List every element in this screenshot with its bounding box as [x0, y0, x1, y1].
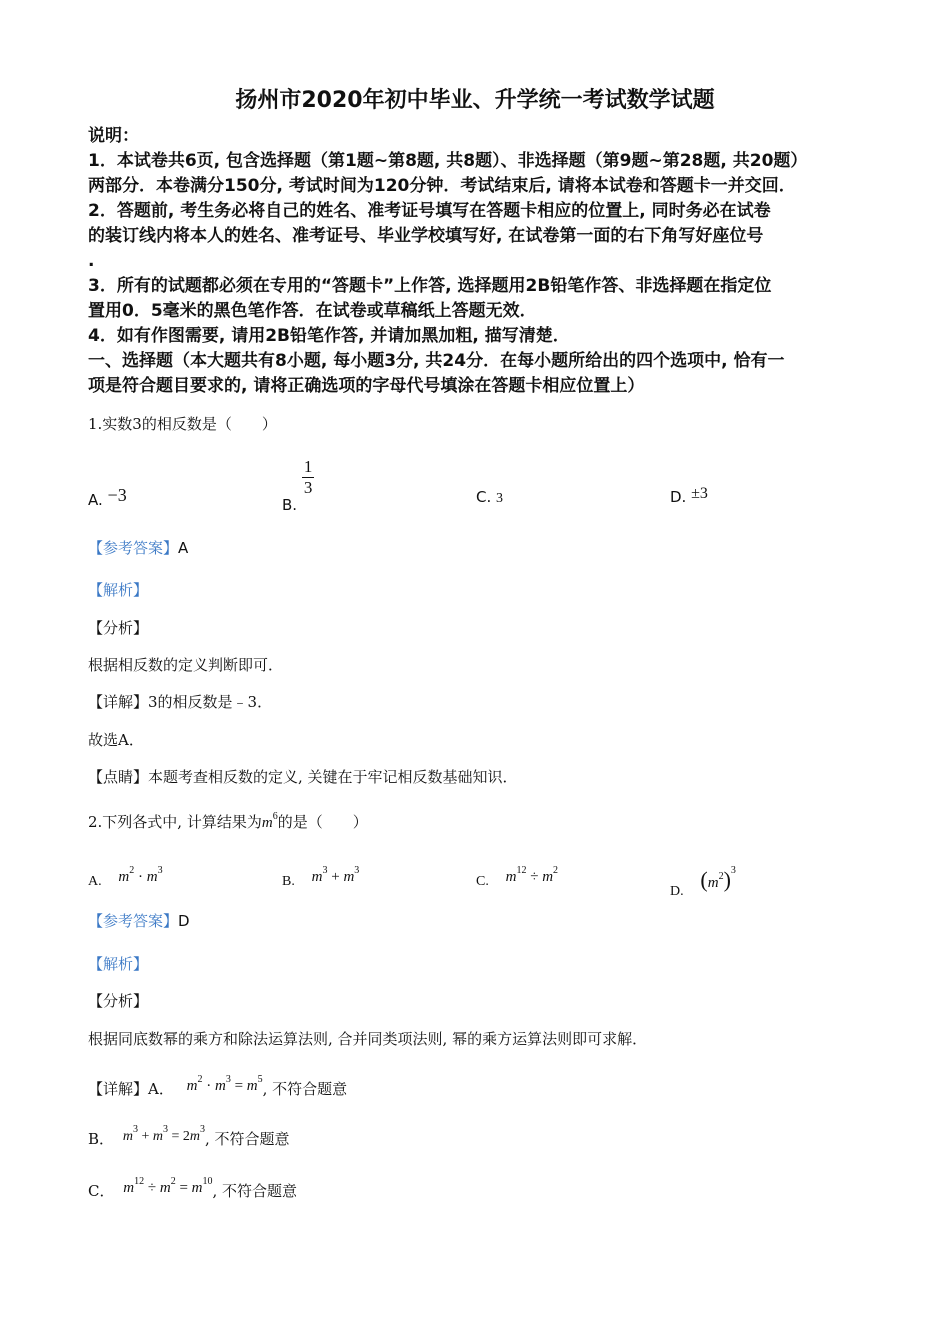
option-expr: −3 — [107, 485, 127, 505]
detail-label: A． — [148, 1080, 174, 1098]
q2-fenxi: 根据同底数幂的乘方和除法运算法则, 合并同类项法则, 幂的乘方运算法则即可求解． — [88, 1030, 648, 1048]
detail-label: B． — [88, 1130, 115, 1148]
option-label: C. — [476, 874, 489, 889]
instruction-line: 3．所有的试题都必须在专用的“答题卡”上作答, 选择题用2B铅笔作答、非选择题在指定位 — [88, 276, 772, 296]
q1-choose: 故选A． — [88, 731, 144, 749]
option-expr: 3 — [496, 491, 504, 506]
q2-option-b — [282, 865, 359, 890]
not-match: , 不符合题意 — [205, 1130, 290, 1148]
option-expr: ±3 — [691, 485, 708, 502]
answer-tag: 【参考答案】 — [88, 912, 179, 930]
q1-dianjing — [88, 766, 518, 787]
q1-fenxi-tag: 【分析】 — [88, 619, 149, 637]
instruction-line: 两部分．本卷满分150分, 考试时间为120分钟．考试结束后, 请将本试卷和答题卡一并交回． — [88, 176, 796, 196]
q1-stem: 1.实数3的相反数是（ ） — [88, 415, 277, 433]
q1-answer — [88, 537, 188, 558]
instruction-line: . — [88, 251, 95, 271]
q1-detail — [88, 691, 272, 712]
q1-option-a — [88, 485, 127, 509]
detail-tag: 【详解】 — [88, 693, 149, 711]
stem-expr: $m^6$ — [261, 811, 278, 831]
option-label: A. — [88, 491, 103, 509]
q1-fenxi: 根据相反数的定义判断即可． — [88, 656, 284, 674]
instruction-line: 1．本试卷共6页, 包含选择题（第1题~第8题, 共8题）、非选择题（第9题~第28题, 共20题） — [88, 151, 808, 171]
not-match: , 不符合题意 — [212, 1182, 298, 1200]
instruction-line: 的装订线内将本人的姓名、准考证号、毕业学校填写好, 在试卷第一面的右下角写好座位号 — [88, 226, 764, 246]
option-label: D. — [670, 488, 687, 506]
fraction — [302, 457, 315, 498]
q2-option-a — [88, 865, 163, 890]
answer-tag: 【参考答案】 — [88, 539, 179, 557]
detail-label: C． — [88, 1182, 115, 1200]
option-label: C. — [476, 488, 492, 506]
q2-detail-a — [88, 1074, 347, 1099]
q2-detail-b — [88, 1124, 290, 1149]
q1-option-c — [476, 488, 503, 507]
stem-before: 2.下列各式中, 计算结果为 — [88, 813, 262, 831]
stem-after: 的是（ ） — [277, 813, 368, 831]
page-title: 扬州市2020年初中毕业、升学统一考试数学试题 — [235, 88, 715, 113]
q2-option-d — [670, 865, 736, 900]
detail-text: 3的相反数是﹣3． — [148, 693, 273, 711]
q2-answer — [88, 910, 190, 931]
q1-option-b — [282, 457, 314, 514]
instruction-line: 置用0．5毫米的黑色笔作答．在试卷或草稿纸上答题无效． — [88, 301, 537, 321]
detail-expr: $m^{12} \div m^2 = m^{10}$ — [123, 1176, 213, 1196]
option-expr: $m^2 \cdot m^3$ — [118, 865, 163, 885]
dianjing-text: 本题考查相反数的定义, 关键在于牢记相反数基础知识． — [148, 768, 518, 786]
q1-analysis-tag: 【解析】 — [88, 581, 149, 599]
option-label: B. — [282, 874, 295, 889]
instruction-line: 4．如有作图需要, 请用2B铅笔作答, 并请加黑加粗, 描写清楚． — [88, 326, 570, 346]
instructions — [88, 124, 868, 399]
option-label: D. — [670, 884, 684, 899]
option-expr: $(m^2)^3$ — [700, 865, 736, 892]
detail-expr: $m^3 + m^3 = 2m^3$ — [122, 1124, 205, 1144]
q2-option-c — [476, 865, 558, 890]
option-label: A. — [88, 874, 102, 889]
dianjing-tag: 【点睛】 — [88, 768, 149, 786]
detail-expr: $m^2 \cdot m^3 = m^5$ — [186, 1074, 263, 1094]
option-label: B. — [282, 495, 298, 514]
q2-analysis-tag: 【解析】 — [88, 955, 149, 973]
q2-stem — [88, 811, 368, 832]
detail-tag: 【详解】 — [88, 1080, 149, 1098]
fraction-denominator: 3 — [303, 478, 313, 497]
q1-option-d — [670, 485, 708, 506]
instructions-heading: 说明： — [88, 126, 139, 146]
q2-detail-c — [88, 1176, 297, 1201]
fraction-numerator: 1 — [303, 457, 313, 476]
instruction-line: 2．答题前, 考生务必将自己的姓名、准考证号填写在答题卡相应的位置上, 同时务必在试卷 — [88, 201, 771, 221]
not-match: , 不符合题意 — [262, 1080, 348, 1098]
instruction-line: 项是符合题目要求的, 请将正确选项的字母代号填涂在答题卡相应位置上） — [88, 376, 645, 396]
answer-value: A — [178, 539, 189, 557]
answer-value: D — [178, 912, 190, 930]
q2-fenxi-tag: 【分析】 — [88, 992, 149, 1010]
option-expr: $m^3 + m^3$ — [311, 865, 360, 885]
option-expr: $m^{12} \div m^2$ — [505, 865, 559, 885]
instruction-line: 一、选择题（本大题共有8小题, 每小题3分, 共24分．在每小题所给出的四个选项中, 恰有一 — [88, 351, 785, 371]
